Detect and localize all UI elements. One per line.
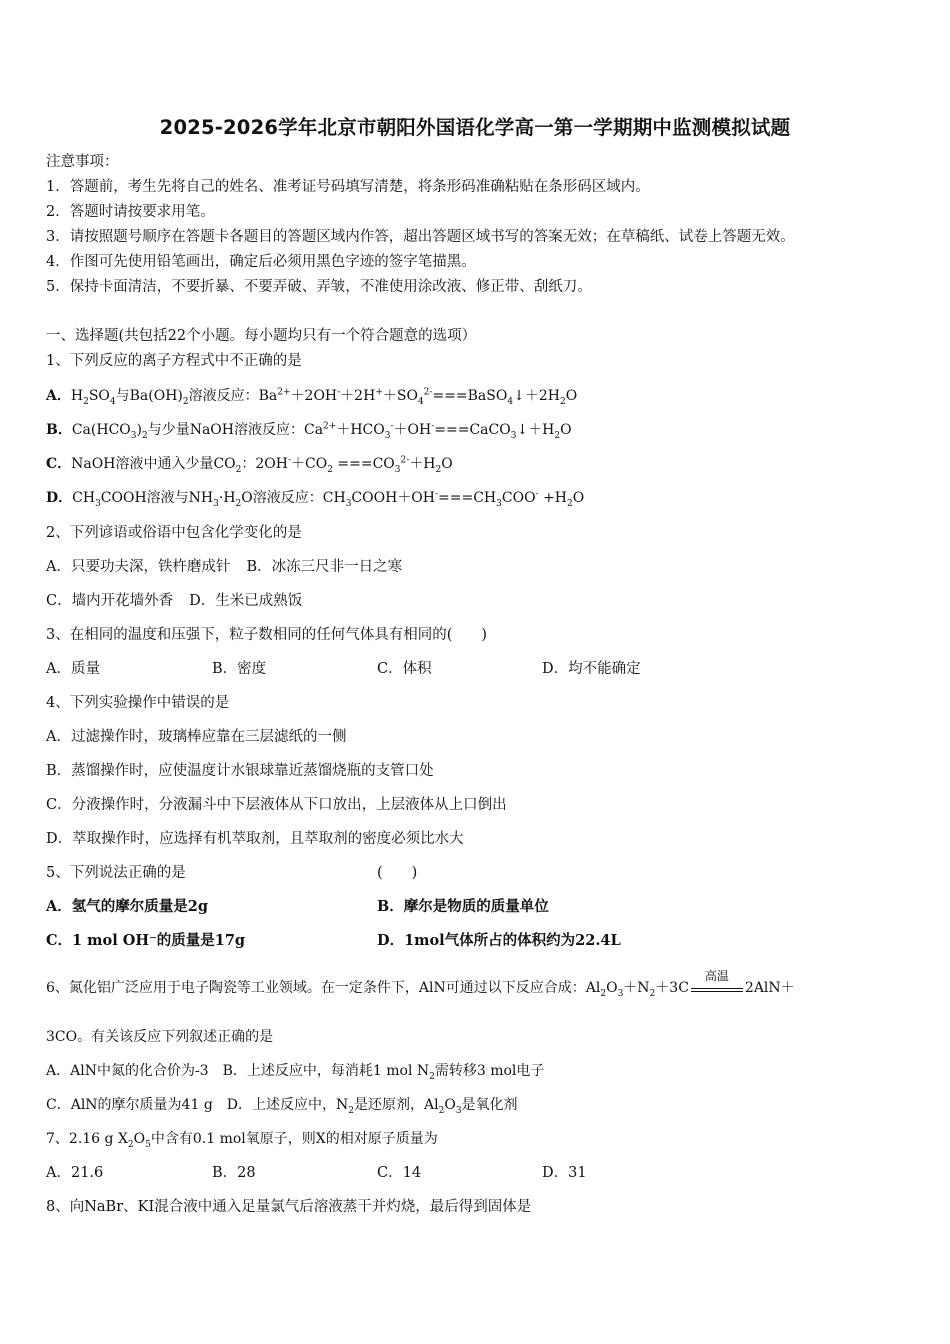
question-4-option-a: A．过滤操作时，玻璃棒应靠在三层滤纸的一侧 (46, 729, 347, 745)
question-5-option-b: B．摩尔是物质的质量单位 (377, 898, 549, 915)
question-1-option-b: B．$Ca(HCO_3)_2$与少量NaOH溶液反应：$Ca^{2+}+HCO_3^-+OH^-===CaCO_3↓+H_2O$ (46, 421, 572, 441)
question-1-stem: 1、下列反应的离子方程式中不正确的是 (46, 353, 302, 369)
reaction-condition-equals (691, 969, 743, 998)
question-3-option-b: B．密度 (212, 661, 267, 677)
answer-paren: ( ) (377, 865, 418, 881)
question-5-option-a: A．氢气的摩尔质量是2g (46, 898, 208, 915)
notice-item-4: 4．作图可先使用铅笔画出，确定后必须用黑色字迹的签字笔描黑。 (46, 254, 476, 270)
question-6-options-ab (46, 1061, 544, 1081)
question-1-option-d: D．$CH_3COOH$溶液与$NH_3\cdot H_2O$溶液反应：$CH_3COOH+OH^-===CH_3COO^- +H_2O$ (46, 489, 585, 509)
question-1-option-c: C．NaOH溶液中通入少量$CO_2$：$2OH^-+CO_2 ===CO_3^{2-}+H_2O$ (46, 455, 453, 475)
question-8-stem: 8、向NaBr、KI混合液中通入足量氯气后溶液蒸干并灼烧，最后得到固体是 (46, 1199, 532, 1215)
option-label: C． (46, 456, 72, 472)
question-7-option-c: C．14 (377, 1165, 422, 1181)
question-6-option-b: B．上述反应中，每消耗1 mol $N_2$需转移3 mol电子 (222, 1063, 545, 1082)
question-7-option-d: D．31 (542, 1165, 587, 1181)
question-4-option-b: B．蒸馏操作时，应使温度计水银球靠近蒸馏烧瓶的支管口处 (46, 763, 434, 779)
question-5-stem: 5、下列说法正确的是 (46, 865, 186, 881)
question-6-option-d: D．上述反应中，$N_2$是还原剂，$Al_2O_3$是氧化剂 (226, 1097, 518, 1116)
question-4-stem: 4、下列实验操作中错误的是 (46, 695, 230, 711)
notice-item-3: 3．请按照题号顺序在答题卡各题目的答题区域内作答，超出答题区域书写的答案无效；在草稿纸、试卷上答题无效。 (46, 229, 795, 245)
question-6-stem: 6、氮化铝广泛应用于电子陶瓷等工业领域。在一定条件下，AlN可通过以下反应合成：$Al_2O_3+N_2+3C$ 高温 2AlN＋ (46, 978, 795, 998)
notice-item-1: 1．答题前，考生先将自己的姓名、准考证号码填写清楚，将条形码准确粘贴在条形码区域内。 (46, 179, 650, 195)
page-title: 2025-2026学年北京市朝阳外国语化学高一第一学期期中监测模拟试题 (159, 116, 791, 139)
question-2-option-c: C．墙内开花墙外香 (46, 593, 174, 609)
question-2-options-cd (46, 591, 302, 611)
question-7-stem: 7、2.16 g $X_2O_5$中含有0.1 mol氧原子，则X的相对原子质量为 (46, 1131, 438, 1150)
question-2-option-a: A．只要功夫深，铁杵磨成针 (46, 559, 231, 575)
question-3-option-d: D．均不能确定 (542, 661, 641, 677)
question-6-option-c: C．AlN的摩尔质量为41 g (46, 1097, 213, 1113)
notice-heading: 注意事项： (46, 154, 119, 170)
option-label: B． (46, 422, 72, 438)
question-6-option-a: A．AlN中氮的化合价为-3 (46, 1063, 209, 1079)
question-2-options-ab (46, 557, 402, 577)
question-5-option-d: D．1mol气体所占的体积约为22.4L (377, 932, 621, 949)
question-6-stem-cont: 3CO。有关该反应下列叙述正确的是 (46, 1029, 274, 1045)
notice-item-2: 2．答题时请按要求用笔。 (46, 204, 215, 220)
question-7-option-a: A．21.6 (46, 1165, 104, 1181)
option-label: D． (46, 490, 73, 506)
question-7-option-b: B．28 (212, 1165, 256, 1181)
question-3-stem: 3、在相同的温度和压强下，粒子数相同的任何气体具有相同的( ) (46, 627, 488, 643)
question-2-stem: 2、下列谚语或俗语中包含化学变化的是 (46, 525, 302, 541)
question-3-option-c: C．体积 (377, 661, 432, 677)
option-label: A． (46, 388, 71, 404)
notice-item-5: 5．保持卡面清洁，不要折暴、不要弄破、弄皱，不准使用涂改液、修正带、刮纸刀。 (46, 279, 592, 295)
question-4-option-d: D．萃取操作时，应选择有机萃取剂，且萃取剂的密度必须比水大 (46, 831, 464, 847)
question-2-option-b: B．冰冻三尺非一日之寒 (246, 559, 403, 575)
question-2-option-d: D．生米已成熟饭 (189, 593, 303, 609)
question-3-option-a: A．质量 (46, 661, 100, 677)
question-4-option-c: C．分液操作时，分液漏斗中下层液体从下口放出，上层液体从上口倒出 (46, 797, 507, 813)
section-heading: 一、选择题(共包括22个小题。每小题均只有一个符合题意的选项） (46, 328, 477, 344)
reaction-condition: 高温 (704, 969, 729, 983)
question-5-option-c: C．1 mol OH⁻的质量是17g (46, 932, 246, 949)
question-1-option-a: A．$H_2SO_4$与$Ba(OH)_2$溶液反应：$Ba^{2+}+2OH^-+2H^++SO_4^{2-}===BaSO_4↓+2H_2O$ (46, 387, 578, 407)
question-6-options-cd (46, 1095, 518, 1115)
